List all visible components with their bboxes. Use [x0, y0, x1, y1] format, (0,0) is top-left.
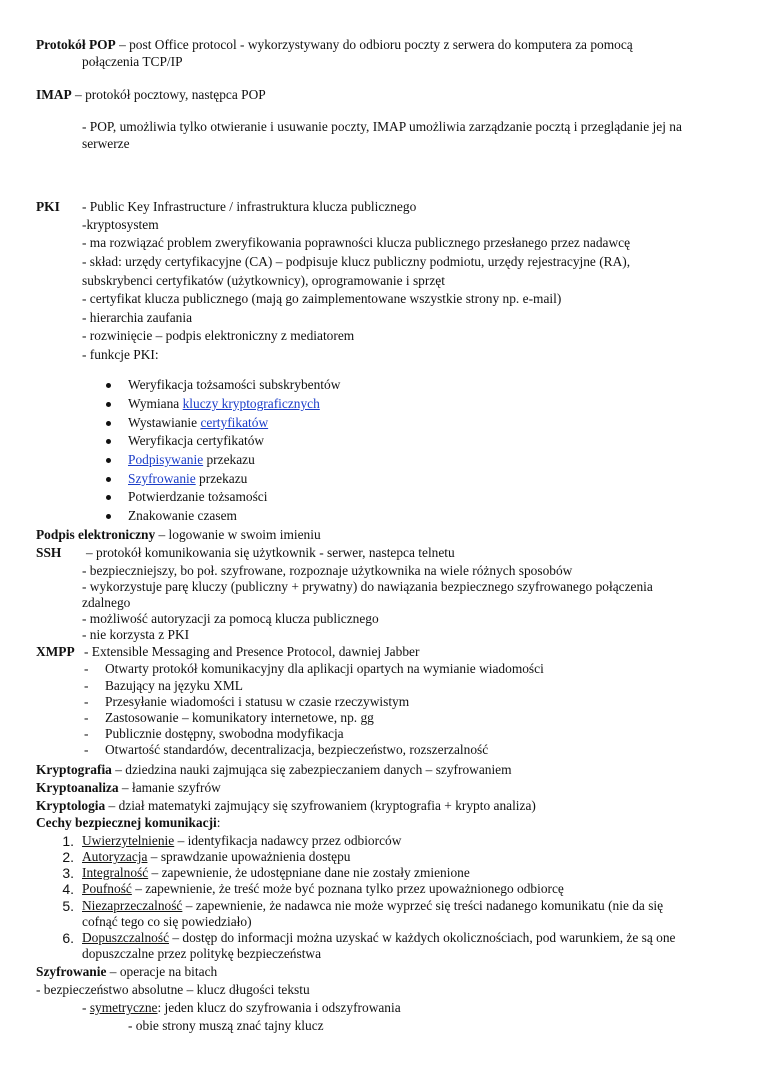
podpis-term: Podpis elektroniczny: [36, 527, 156, 542]
list-item: Publicznie dostępny, swobodna modyfikacja: [105, 726, 344, 741]
szyfrowanie-symetryczne: - symetryczne: jeden klucz do szyfrowania i odszyfrowania: [82, 1000, 401, 1015]
ssh-line: - nie korzysta z PKI: [82, 627, 190, 642]
dash-marker: -: [84, 726, 89, 741]
list-item-cont: dopuszczalne przez politykę bezpieczeństwa: [82, 946, 322, 961]
ssh-line: zdalnego: [82, 595, 131, 610]
list-item: Przesyłanie wiadomości i statusu w czasie rzeczywistym: [105, 694, 410, 709]
bullet-icon: [106, 383, 111, 388]
dash-marker: -: [84, 678, 89, 693]
imap-note-2: serwerze: [82, 136, 130, 151]
szyfrowanie-term: Szyfrowanie: [36, 964, 107, 979]
pki-line: -kryptosystem: [82, 217, 159, 232]
cechy-title: Cechy bezpiecznej komunikacji:: [36, 815, 221, 830]
imap-term: IMAP: [36, 87, 72, 102]
pki-line: - ma rozwiązać problem zweryfikowania poprawności klucza publicznego przesłanego przez nadawcę: [82, 235, 631, 250]
list-item: Szyfrowanie przekazu: [128, 471, 248, 486]
list-item: Podpisywanie przekazu: [128, 452, 255, 467]
xmpp-text: - Extensible Messaging and Presence Protocol, dawniej Jabber: [84, 644, 420, 659]
bullet-icon: [106, 402, 111, 407]
ssh-line: - możliwość autoryzacji za pomocą klucza publicznego: [82, 611, 379, 626]
list-item: Poufność – zapewnienie, że treść może być poznana tylko przez upoważnionego odbiorcę: [82, 881, 564, 896]
list-item: Otwarty protokół komunikacyjny dla aplikacji opartych na wymianie wiadomości: [105, 661, 544, 676]
list-item: Uwierzytelnienie – identyfikacja nadawcy przez odbiorców: [82, 833, 402, 848]
list-item: Otwartość standardów, decentralizacja, bezpieczeństwo, rozszerzalność: [105, 742, 489, 757]
bullet-icon: [106, 514, 111, 519]
link-szyfrowanie[interactable]: Szyfrowanie: [128, 471, 196, 486]
pki-line: - hierarchia zaufania: [82, 310, 193, 325]
kryptoanaliza-line: Kryptoanaliza – łamanie szyfrów: [36, 780, 221, 795]
list-item: Wystawianie certyfikatów: [128, 415, 269, 430]
pop-line-2: połączenia TCP/IP: [82, 54, 183, 69]
pki-line: - certyfikat klucza publicznego (mają go zaimplementowane wszystkie strony np. e-mail): [82, 291, 562, 306]
list-number: 2.: [62, 849, 74, 865]
podpis-line: Podpis elektroniczny – logowanie w swoim imieniu: [36, 527, 321, 542]
dash-marker: -: [84, 742, 89, 757]
ssh-term: SSH: [36, 545, 62, 560]
list-item: Dopuszczalność – dostęp do informacji można uzyskać w każdych okolicznościach, pod warunkiem, że są one: [82, 930, 676, 945]
bullet-icon: [106, 477, 111, 482]
list-item: Potwierdzanie tożsamości: [128, 489, 268, 504]
list-item: Autoryzacja – sprawdzanie upoważnienia dostępu: [82, 849, 351, 864]
list-item-cont: cofnąć tego co się powiedziało): [82, 914, 252, 929]
imap-note-1: - POP, umożliwia tylko otwieranie i usuwanie poczty, IMAP umożliwia zarządzanie pocztą i przeglądanie jej na: [82, 119, 682, 134]
szyfrowanie-line-1: - bezpieczeństwo absolutne – klucz długości tekstu: [36, 982, 310, 997]
xmpp-term: XMPP: [36, 644, 75, 659]
kryptografia-term: Kryptografia: [36, 762, 112, 777]
kryptografia-line: Kryptografia – dziedzina nauki zajmująca się zabezpieczaniem danych – szyfrowaniem: [36, 762, 512, 777]
pop-text: – post Office protocol - wykorzystywany do odbioru poczty z serwera do komputera za pomocą: [115, 37, 633, 52]
list-item: Bazujący na języku XML: [105, 678, 243, 693]
szyfrowanie-line: Szyfrowanie – operacje na bitach: [36, 964, 218, 979]
list-item: Niezaprzeczalność – zapewnienie, że nadawca nie może wyprzeć się treści nadanego komunikatu (nie da się: [82, 898, 664, 913]
pop-term: Protokół POP: [36, 37, 116, 52]
list-number: 1.: [62, 833, 74, 849]
ssh-line: - bezpieczniejszy, bo poł. szyfrowane, rozpoznaje użytkownika na wiele różnych sposobów: [82, 563, 573, 578]
list-number: 5.: [62, 898, 74, 914]
bullet-icon: [106, 421, 111, 426]
ssh-text: – protokół komunikowania się użytkownik - serwer, nastepca telnetu: [86, 545, 455, 560]
kryptologia-line: Kryptologia – dział matematyki zajmujący się szyfrowaniem (kryptografia + krypto analiza): [36, 798, 536, 813]
ssh-line: - wykorzystuje parę kluczy (publiczny + prywatny) do nawiązania bezpiecznego szyfrowanego połączenia: [82, 579, 653, 594]
list-item: Znakowanie czasem: [128, 508, 237, 523]
bullet-icon: [106, 439, 111, 444]
imap-line: [36, 87, 266, 103]
list-number: 4.: [62, 881, 74, 897]
szyfrowanie-sym-sub: - obie strony muszą znać tajny klucz: [128, 1018, 324, 1033]
list-item: Integralność – zapewnienie, że udostępniane dane nie zostały zmienione: [82, 865, 470, 880]
dash-marker: -: [84, 694, 89, 709]
list-number: 6.: [62, 930, 74, 946]
link-certyfikatow[interactable]: certyfikatów: [200, 415, 269, 430]
list-item: Weryfikacja certyfikatów: [128, 433, 265, 448]
dash-marker: -: [84, 710, 89, 725]
bullet-icon: [106, 458, 111, 463]
imap-text: – protokół pocztowy, następca POP: [71, 87, 266, 102]
link-kluczy[interactable]: kluczy kryptograficznych: [182, 396, 320, 411]
pki-line: - Public Key Infrastructure / infrastruktura klucza publicznego: [82, 199, 417, 214]
list-item: Zastosowanie – komunikatory internetowe, np. gg: [105, 710, 374, 725]
pki-line: - funkcje PKI:: [82, 347, 159, 362]
pki-term: PKI: [36, 199, 60, 214]
dash-marker: -: [84, 661, 89, 676]
kryptologia-term: Kryptologia: [36, 798, 106, 813]
pop-line: [36, 37, 633, 53]
list-item: Weryfikacja tożsamości subskrybentów: [128, 377, 341, 392]
list-number: 3.: [62, 865, 74, 881]
pki-line: - skład: urzędy certyfikacyjne (CA) – podpisuje klucz publiczny podmiotu, urzędy rejestracyjne (RA),: [82, 254, 631, 269]
pki-line: - rozwinięcie – podpis elektroniczny z mediatorem: [82, 328, 355, 343]
list-item: Wymiana kluczy kryptograficznych: [128, 396, 320, 411]
pki-line: subskrybenci certyfikatów (użytkownicy), oprogramowanie i sprzęt: [82, 273, 445, 288]
kryptoanaliza-term: Kryptoanaliza: [36, 780, 119, 795]
bullet-icon: [106, 495, 111, 500]
link-podpisywanie[interactable]: Podpisywanie: [128, 452, 204, 467]
